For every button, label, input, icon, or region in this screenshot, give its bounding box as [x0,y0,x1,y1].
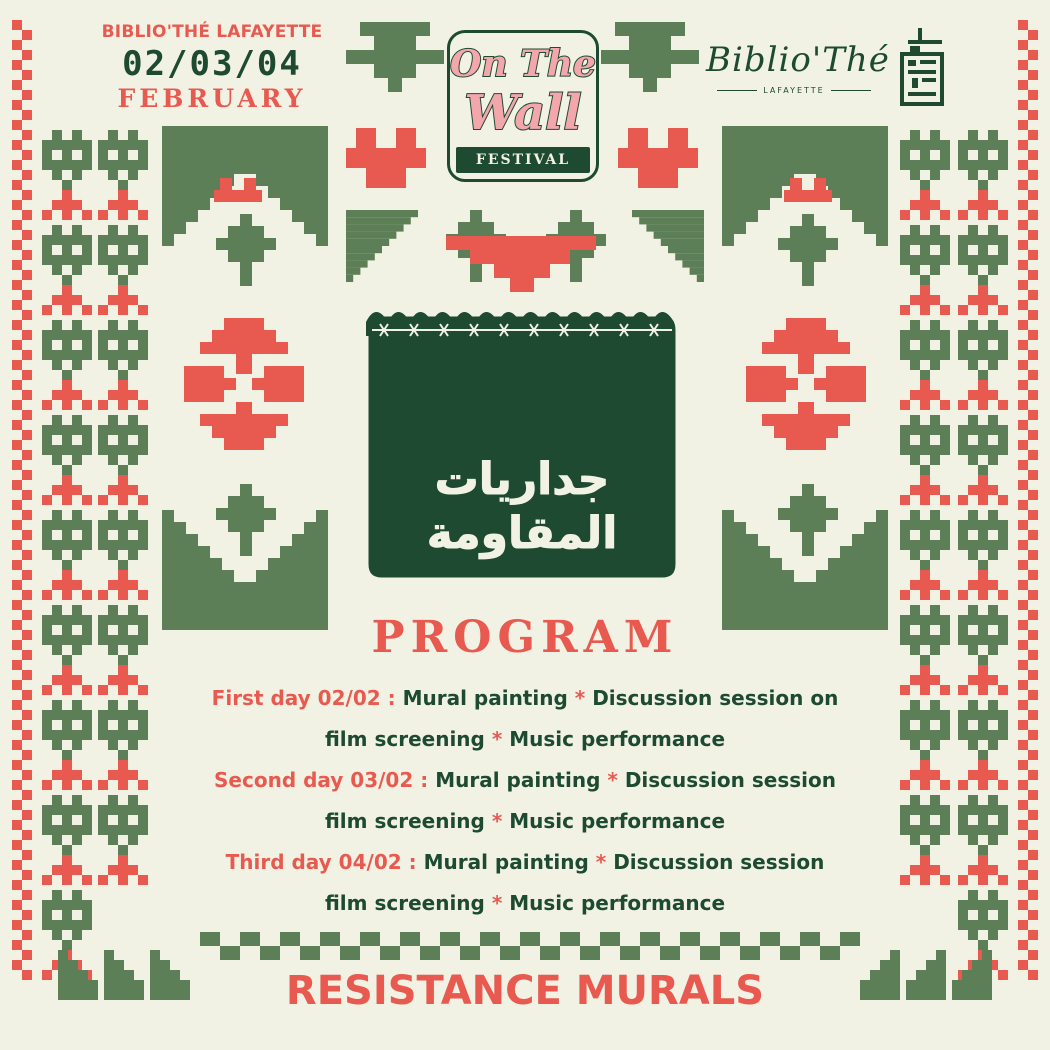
separator-star: * [607,768,618,792]
biblio-the-subtitle-text: LAFAYETTE [763,86,825,95]
event-header [84,22,340,114]
separator-star: * [491,891,503,915]
festival-logo-line1: On The [450,43,596,85]
festival-logo-tag: FESTIVAL [456,147,590,173]
event-month: FEBRUARY [117,84,307,113]
day-3-item-4: Music performance [509,891,726,915]
separator-star: * [574,686,586,710]
arabic-title-line2: المقاومة [426,508,618,559]
day-3-item-3: film screening [324,891,485,915]
day-3-item-1: Mural painting [423,850,589,874]
venue-name: BIBLIO'THÉ LAFAYETTE [101,22,323,42]
day-2-item-1: Mural painting [435,768,601,792]
resistance-murals-title-panel [346,302,698,584]
day-2-item-3: film screening [324,809,485,833]
day-2-item-2: Discussion session [624,768,836,792]
day-1-item-3: film screening [324,727,485,751]
separator-star: * [491,727,503,751]
day-3-label: Third day 04/02 : [225,850,417,874]
schedule-day-3-line1 [150,842,900,883]
schedule-day-3-line2 [150,883,900,924]
schedule-day-1-line1 [150,678,900,719]
resistance-murals-title: RESISTANCE MURALS [285,968,765,1014]
festival-logo-line2: Wall [464,85,582,141]
separator-star: * [595,850,607,874]
biblio-the-logo [706,40,890,95]
on-the-wall-festival-logo [447,30,599,182]
program-heading: PROGRAM [371,612,679,663]
tea-cup-calligraphy-icon [898,26,948,110]
day-1-label: First day 02/02 : [211,686,396,710]
arabic-title-line1: جداريات [434,454,610,505]
day-1-item-4: Music performance [509,727,726,751]
day-2-label: Second day 03/02 : [214,768,429,792]
day-1-item-1: Mural painting [402,686,568,710]
biblio-the-script: Biblio'Thé [706,40,890,80]
schedule-day-2-line1 [150,760,900,801]
day-2-item-4: Music performance [509,809,726,833]
divider [831,90,871,91]
day-1-item-2: Discussion session on [592,686,839,710]
divider [717,90,757,91]
schedule-day-1-line2 [150,719,900,760]
program-schedule [150,678,900,924]
biblio-the-subtitle [706,86,882,95]
event-dates: 02/03/04 [122,44,302,84]
day-3-item-2: Discussion session [613,850,825,874]
schedule-day-2-line2 [150,801,900,842]
separator-star: * [491,809,503,833]
